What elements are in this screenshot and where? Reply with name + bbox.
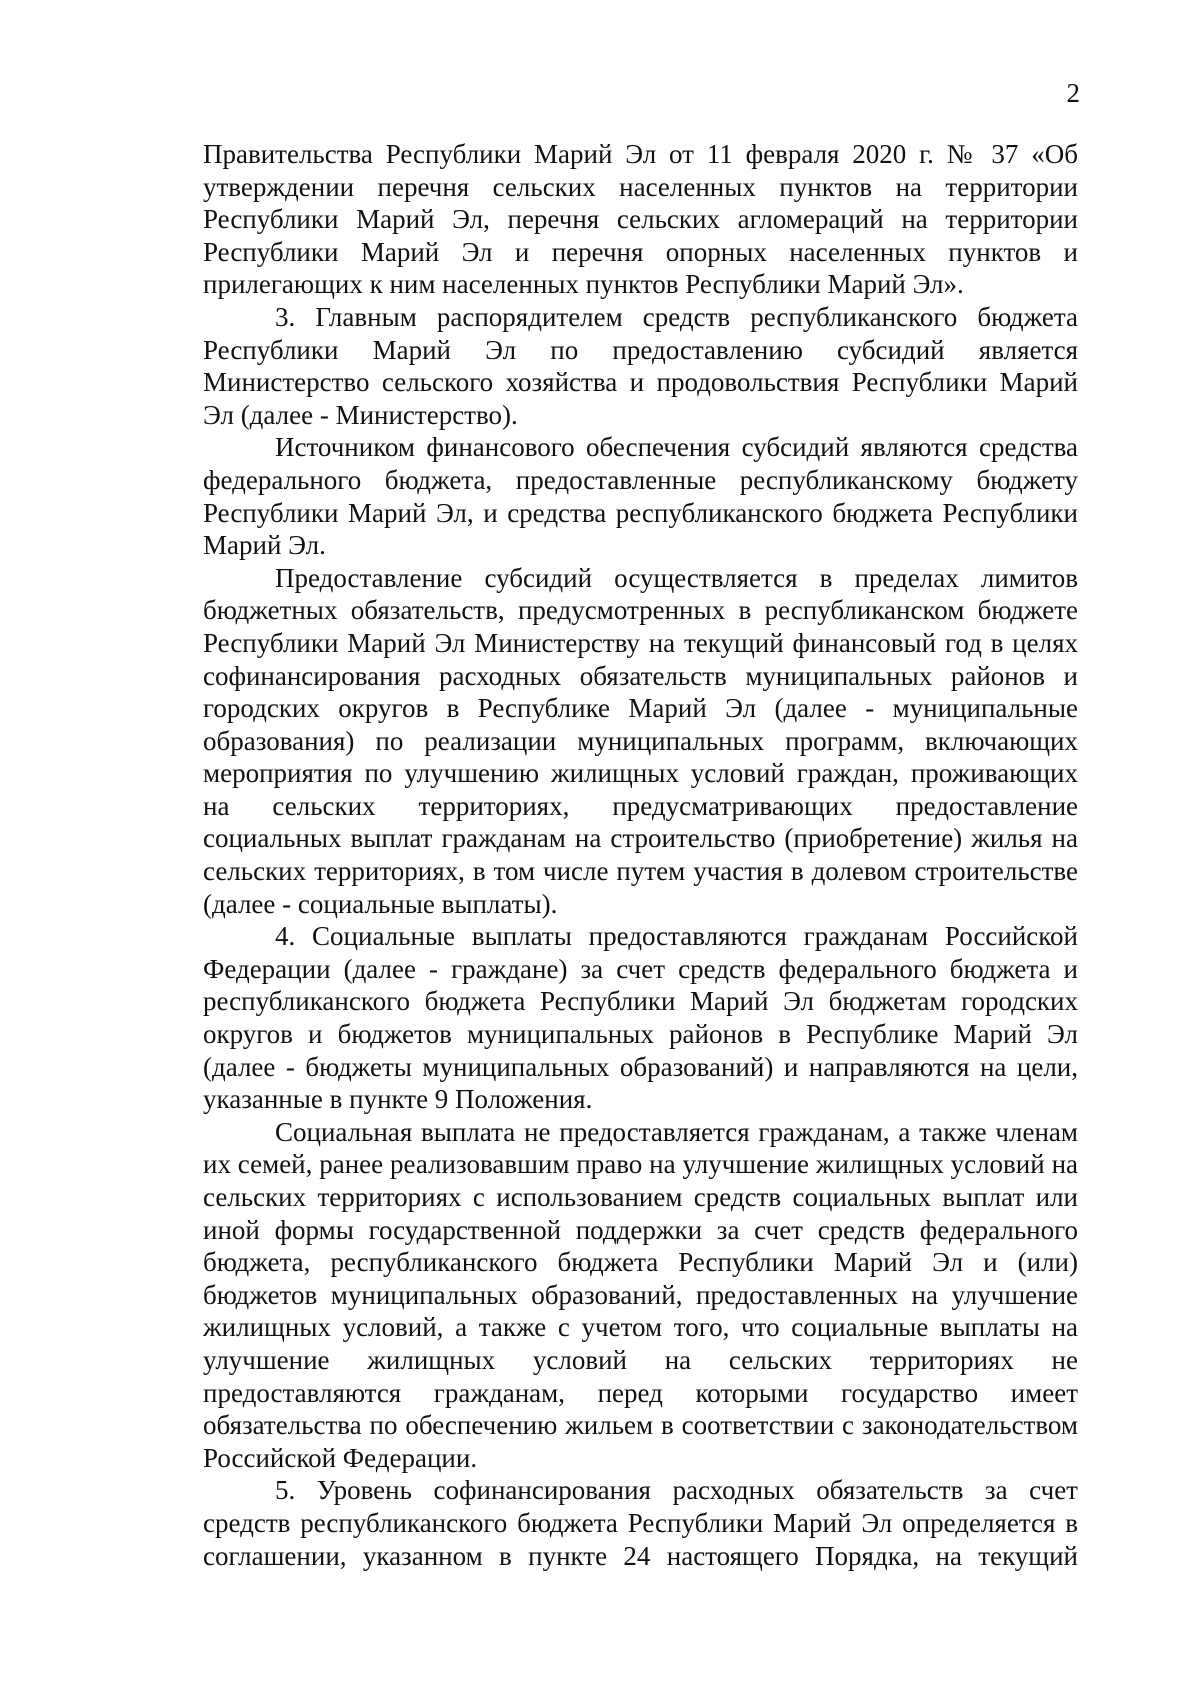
paragraph-exclusions: Социальная выплата не предоставляется гражданам, а также членам их семей, ранее реализовавшим право на улучшение жилищных условий на сельских территориях с использованием средств социальных выплат или иной формы государственной поддержки за счет средств федерального бюджета, республиканского бюджета Республики Марий Эл и (или) бюджетов муниципальных образований, предоставленных на улучшение жилищных условий, а также с учетом того, что социальные выплаты на улучшение жилищных условий на сельских территориях не предоставляются гражданам, перед которыми государство имеет обязательства по обеспечению жильем в соответствии с законодательством Российской Федерации.: [203, 1116, 1078, 1473]
paragraph-item-4: 4. Социальные выплаты предоставляются гражданам Российской Федерации (далее - граждане) за счет средств федерального бюджета и республиканского бюджета Республики Марий Эл бюджетам городских округов и бюджетов муниципальных районов в Республике Марий Эл (далее - бюджеты муниципальных образований) и направляются на цели, указанные в пункте 9 Положения.: [203, 921, 1078, 1115]
paragraph-subsidy-limits: Предоставление субсидий осуществляется в пределах лимитов бюджетных обязательств, предусмотренных в республиканском бюджете Республики Марий Эл Министерству на текущий финансовый год в целях софинансирования расходных обязательств муниципальных районов и городских округов в Республике Марий Эл (далее - муниципальные образования) по реализации муниципальных программ, включающих мероприятия по улучшению жилищных условий граждан, проживающих на сельских территориях, предусматривающих предоставление социальных выплат гражданам на строительство (приобретение) жилья на сельских территориях, в том числе путем участия в долевом строительстве (далее - социальные выплаты).: [203, 562, 1078, 919]
paragraph-continuation: Правительства Республики Марий Эл от 11 февраля 2020 г. № 37 «Об утверждении перечня сельских населенных пунктов на территории Республики Марий Эл, перечня сельских агломераций на территории Республики Марий Эл и перечня опорных населенных пунктов и прилегающих к ним населенных пунктов Республики Марий Эл».: [203, 139, 1078, 300]
paragraph-item-3: 3. Главным распорядителем средств республиканского бюджета Республики Марий Эл по предоставлению субсидий является Министерство сельского хозяйства и продовольствия Республики Марий Эл (далее - Министерство).: [203, 301, 1078, 430]
document-body: [203, 138, 1078, 1572]
paragraph-item-5: 5. Уровень софинансирования расходных обязательств за счет средств республиканского бюджета Республики Марий Эл определяется в соглашении, указанном в пункте 24 настоящего Порядка, на текущий: [203, 1475, 1078, 1571]
paragraph-funding-source: Источником финансового обеспечения субсидий являются средства федерального бюджета, предоставленные республиканскому бюджету Республики Марий Эл, и средства республиканского бюджета Республики Марий Эл.: [203, 432, 1078, 561]
page-number: 2: [1066, 78, 1080, 108]
